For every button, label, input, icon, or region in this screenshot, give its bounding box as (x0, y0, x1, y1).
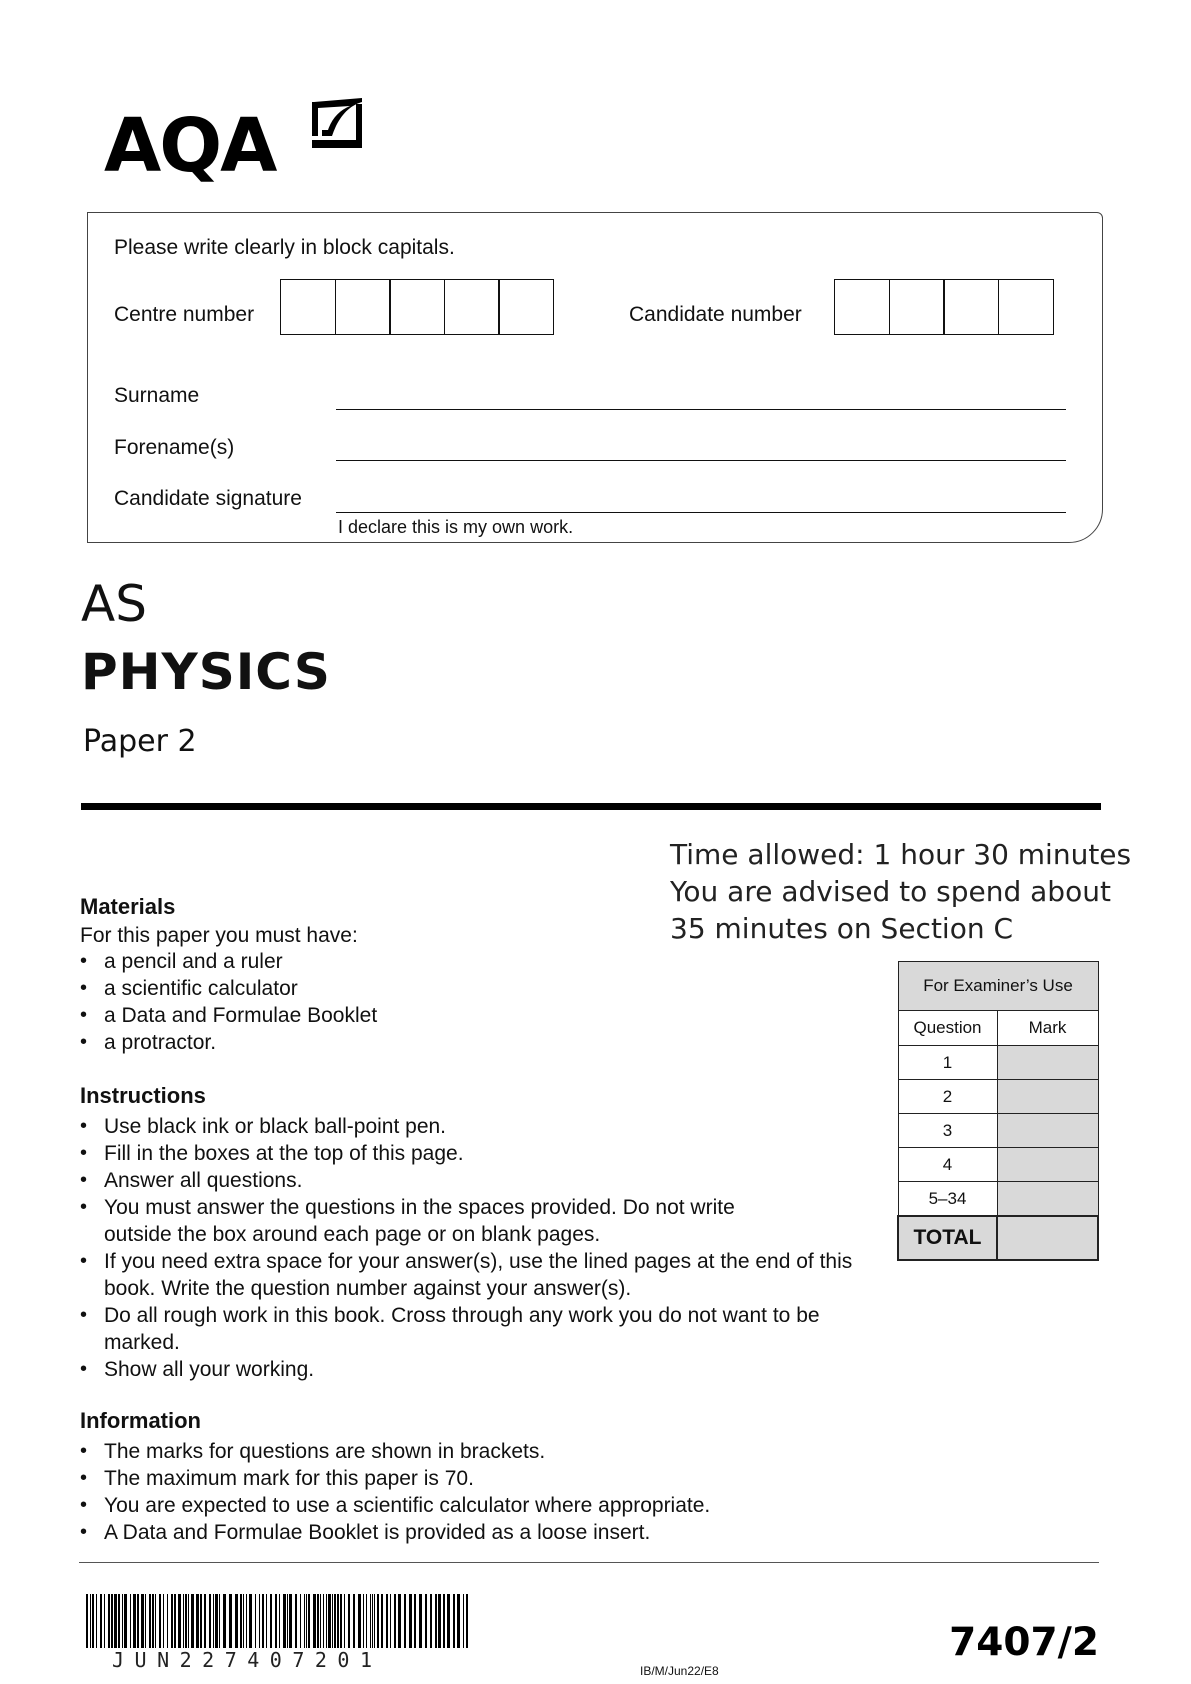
section-divider (81, 803, 1101, 810)
centre-digit-box[interactable] (389, 279, 445, 335)
list-item: • Fill in the boxes at the top of this page. (80, 1140, 870, 1167)
candidate-number-label: Candidate number (629, 303, 802, 326)
question-cell: 3 (898, 1114, 997, 1148)
materials-section (80, 894, 840, 1056)
materials-list (80, 948, 840, 1056)
aqa-logo (104, 96, 364, 192)
candidate-number-boxes[interactable] (834, 279, 1054, 335)
list-item: • a scientific calculator (80, 975, 840, 1002)
list-item: • A Data and Formulae Booklet is provided as a loose insert. (80, 1519, 870, 1546)
list-item: • a protractor. (80, 1029, 840, 1056)
materials-intro: For this paper you must have: (80, 924, 358, 947)
table-row (898, 1148, 1098, 1182)
examiner-use-table (897, 961, 1099, 1261)
list-item: • You are expected to use a scientific calculator where appropriate. (80, 1492, 870, 1519)
examiner-table-title: For Examiner’s Use (898, 962, 1098, 1011)
list-item: • a Data and Formulae Booklet (80, 1002, 840, 1029)
instructions-heading: Instructions (80, 1083, 206, 1108)
information-heading: Information (80, 1408, 201, 1433)
materials-heading: Materials (80, 894, 176, 919)
list-item: • Show all your working. (80, 1356, 870, 1383)
list-item: • Do all rough work in this book. Cross through any work you do not want to be marked. (80, 1302, 844, 1356)
list-item: • Use black ink or black ball-point pen. (80, 1113, 870, 1140)
table-row (898, 1114, 1098, 1148)
candidate-digit-box[interactable] (889, 279, 945, 335)
time-advice: You are advised to spend about (670, 875, 1111, 908)
mark-cell (997, 1046, 1098, 1080)
mark-cell (997, 1182, 1098, 1217)
time-allowed: Time allowed: 1 hour 30 minutes (670, 838, 1132, 871)
document-reference: IB/M/Jun22/E8 (640, 1664, 719, 1678)
centre-digit-box[interactable] (280, 279, 336, 335)
forename-label: Forename(s) (114, 436, 235, 459)
block-capitals-instruction: Please write clearly in block capitals. (114, 236, 455, 259)
footer-divider (79, 1562, 1099, 1563)
list-item: • a pencil and a ruler (80, 948, 840, 975)
qualification-level: AS (81, 575, 147, 633)
centre-number-boxes[interactable] (280, 279, 554, 335)
question-cell: 5–34 (898, 1182, 997, 1217)
question-cell: 1 (898, 1046, 997, 1080)
list-item: • The maximum mark for this paper is 70. (80, 1465, 870, 1492)
leaf-icon (308, 96, 364, 152)
total-label: TOTAL (898, 1216, 997, 1260)
table-row-total (898, 1216, 1098, 1260)
table-row (898, 1046, 1098, 1080)
information-list (80, 1438, 870, 1546)
question-cell: 2 (898, 1080, 997, 1114)
list-item: • The marks for questions are shown in brackets. (80, 1438, 870, 1465)
mark-cell (997, 1114, 1098, 1148)
centre-digit-box[interactable] (498, 279, 554, 335)
barcode-digits: JUN227407201 (112, 1648, 383, 1672)
signature-field[interactable] (336, 512, 1066, 513)
surname-field[interactable] (336, 409, 1066, 410)
centre-number-label: Centre number (114, 303, 255, 326)
list-item: • Answer all questions. (80, 1167, 870, 1194)
paper-number: Paper 2 (83, 724, 197, 759)
barcode (86, 1594, 472, 1648)
instructions-section (80, 1083, 870, 1383)
list-item: • You must answer the questions in the spaces provided. Do not write outside the box around each page or on blank pages. (80, 1194, 804, 1248)
paper-code: 7407/2 (949, 1620, 1099, 1665)
mark-cell (997, 1080, 1098, 1114)
time-section-c: 35 minutes on Section C (670, 912, 1014, 945)
centre-digit-box[interactable] (335, 279, 391, 335)
instructions-list (80, 1113, 870, 1383)
information-section (80, 1408, 870, 1546)
signature-label: Candidate signature (114, 487, 302, 510)
candidate-digit-box[interactable] (943, 279, 999, 335)
candidate-digit-box[interactable] (998, 279, 1054, 335)
list-item: • If you need extra space for your answer(s), use the lined pages at the end of this book. Write the question number against your answer(s). (80, 1248, 864, 1302)
mark-cell (997, 1148, 1098, 1182)
centre-digit-box[interactable] (444, 279, 500, 335)
table-row (898, 1080, 1098, 1114)
subject-title: PHYSICS (81, 643, 331, 701)
declaration-text: I declare this is my own work. (338, 517, 574, 537)
total-mark-cell (997, 1216, 1098, 1260)
question-column-header: Question (898, 1011, 997, 1046)
forename-field[interactable] (336, 460, 1066, 461)
logo-text: AQA (104, 103, 276, 189)
surname-label: Surname (114, 384, 200, 407)
candidate-digit-box[interactable] (834, 279, 890, 335)
table-row (898, 1182, 1098, 1217)
question-cell: 4 (898, 1148, 997, 1182)
mark-column-header: Mark (997, 1011, 1098, 1046)
